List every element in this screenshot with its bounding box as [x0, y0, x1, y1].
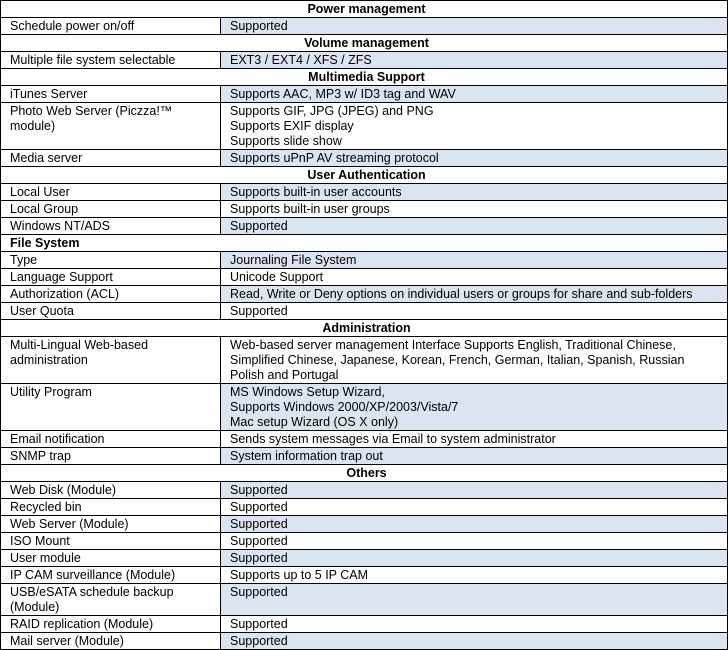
table-row [1, 584, 728, 616]
feature-label [1, 533, 221, 550]
table-row [1, 150, 728, 167]
feature-value-line: Web-based server management Interface Supports English, Traditional Chinese, [230, 338, 676, 352]
feature-value-line: Sends system messages via Email to system administrator [230, 432, 556, 446]
feature-label [1, 431, 221, 448]
table-row [1, 218, 728, 235]
feature-value [221, 184, 728, 201]
feature-label-line: Multiple file system selectable [10, 53, 176, 67]
feature-value [221, 337, 728, 384]
feature-label [1, 18, 221, 35]
feature-label-line: Mail server (Module) [10, 634, 124, 648]
feature-label-line: Windows NT/ADS [10, 219, 111, 233]
feature-value-line: Supported [230, 483, 288, 497]
feature-label [1, 550, 221, 567]
feature-value [221, 448, 728, 465]
table-row [1, 633, 728, 650]
section-header-row [1, 69, 728, 86]
feature-value-line: EXT3 / EXT4 / XFS / ZFS [230, 53, 372, 67]
feature-label [1, 86, 221, 103]
section-header-row [1, 465, 728, 482]
feature-label-line: Media server [10, 151, 83, 165]
feature-label-line: User Quota [10, 304, 74, 318]
feature-label-line: Multi-Lingual Web-based [10, 338, 149, 352]
feature-label-line: USB/eSATA schedule backup [10, 585, 174, 599]
feature-value [221, 584, 728, 616]
feature-label [1, 303, 221, 320]
spec-table-body [1, 1, 728, 650]
feature-value-line: Unicode Support [230, 270, 324, 284]
feature-value [221, 86, 728, 103]
feature-value [221, 18, 728, 35]
feature-value [221, 499, 728, 516]
table-row [1, 201, 728, 218]
section-title-administration: Administration [1, 320, 728, 337]
section-header-row [1, 320, 728, 337]
feature-label [1, 218, 221, 235]
feature-label [1, 384, 221, 431]
feature-label-line: Local Group [10, 202, 79, 216]
feature-value [221, 616, 728, 633]
feature-value-line: Polish and Portugal [230, 368, 339, 382]
feature-label [1, 616, 221, 633]
table-row [1, 616, 728, 633]
section-title-file-system: File System [1, 235, 728, 252]
feature-value [221, 286, 728, 303]
section-title-multimedia-support: Multimedia Support [1, 69, 728, 86]
feature-value-line: Supports built-in user accounts [230, 185, 402, 199]
table-row [1, 303, 728, 320]
feature-value [221, 103, 728, 150]
feature-label-line: Local User [10, 185, 70, 199]
section-header-row [1, 1, 728, 18]
table-row [1, 252, 728, 269]
table-row [1, 103, 728, 150]
feature-value-line: Supports up to 5 IP CAM [230, 568, 369, 582]
feature-value [221, 303, 728, 320]
feature-label-line: RAID replication (Module) [10, 617, 154, 631]
feature-value-line: Supported [230, 19, 288, 33]
feature-label-line: Schedule power on/off [10, 19, 135, 33]
table-row [1, 499, 728, 516]
feature-label [1, 337, 221, 384]
table-row [1, 567, 728, 584]
feature-value-line: Supports uPnP AV streaming protocol [230, 151, 439, 165]
feature-value [221, 567, 728, 584]
feature-value-line: Read, Write or Deny options on individual users or groups for share and sub-folders [230, 287, 693, 301]
feature-value-line: Supported [230, 517, 288, 531]
table-row [1, 431, 728, 448]
section-title-others: Others [1, 465, 728, 482]
feature-value [221, 550, 728, 567]
section-title-power-management: Power management [1, 1, 728, 18]
feature-value-line: Mac setup Wizard (OS X only) [230, 415, 399, 429]
feature-label [1, 150, 221, 167]
feature-label [1, 184, 221, 201]
feature-label-line: Web Disk (Module) [10, 483, 117, 497]
table-row [1, 384, 728, 431]
feature-label-line: (Module) [10, 600, 60, 614]
feature-value-line: Supports EXIF display [230, 119, 354, 133]
feature-value-line: System information trap out [230, 449, 383, 463]
feature-label-line: ISO Mount [10, 534, 70, 548]
feature-label [1, 286, 221, 303]
table-row [1, 482, 728, 499]
table-row [1, 86, 728, 103]
table-row [1, 52, 728, 69]
feature-value [221, 252, 728, 269]
feature-label-line: User module [10, 551, 81, 565]
feature-label-line: IP CAM surveillance (Module) [10, 568, 176, 582]
feature-label-line: administration [10, 353, 88, 367]
feature-value-line: Supports Windows 2000/XP/2003/Vista/7 [230, 400, 459, 414]
feature-value [221, 201, 728, 218]
table-row [1, 533, 728, 550]
feature-label [1, 52, 221, 69]
feature-value-line: Journaling File System [230, 253, 357, 267]
feature-value-line: Supported [230, 551, 288, 565]
feature-label [1, 201, 221, 218]
feature-label [1, 252, 221, 269]
table-row [1, 516, 728, 533]
feature-value [221, 384, 728, 431]
feature-label-line: Email notification [10, 432, 105, 446]
table-row [1, 550, 728, 567]
feature-label-line: Type [10, 253, 38, 267]
table-row [1, 286, 728, 303]
feature-label-line: Photo Web Server (Piczza!™ [10, 104, 173, 118]
feature-label-line: Authorization (ACL) [10, 287, 120, 301]
table-row [1, 18, 728, 35]
section-title-user-authentication: User Authentication [1, 167, 728, 184]
feature-label-line: Recycled bin [10, 500, 82, 514]
feature-value [221, 516, 728, 533]
feature-label [1, 567, 221, 584]
feature-value [221, 482, 728, 499]
feature-label-line: Web Server (Module) [10, 517, 129, 531]
feature-value [221, 633, 728, 650]
table-row [1, 184, 728, 201]
feature-label [1, 448, 221, 465]
feature-label [1, 269, 221, 286]
section-header-row [1, 235, 728, 252]
feature-value-line: Supported [230, 219, 288, 233]
feature-label-line: SNMP trap [10, 449, 71, 463]
feature-label [1, 103, 221, 150]
feature-value [221, 431, 728, 448]
section-header-row [1, 35, 728, 52]
feature-value [221, 533, 728, 550]
table-row [1, 337, 728, 384]
feature-label [1, 482, 221, 499]
feature-label [1, 633, 221, 650]
feature-label-line: Language Support [10, 270, 113, 284]
feature-value-line: MS Windows Setup Wizard, [230, 385, 385, 399]
feature-label-line: Utility Program [10, 385, 92, 399]
feature-value [221, 150, 728, 167]
feature-label [1, 499, 221, 516]
feature-value-line: Supports slide show [230, 134, 342, 148]
feature-value-line: Supports AAC, MP3 w/ ID3 tag and WAV [230, 87, 456, 101]
feature-label-line: iTunes Server [10, 87, 88, 101]
feature-value-line: Simplified Chinese, Japanese, Korean, French, German, Italian, Spanish, Russian [230, 353, 685, 367]
feature-value-line: Supported [230, 534, 288, 548]
section-header-row [1, 167, 728, 184]
feature-value-line: Supports GIF, JPG (JPEG) and PNG [230, 104, 434, 118]
feature-value-line: Supported [230, 500, 288, 514]
feature-value-line: Supported [230, 617, 288, 631]
feature-label [1, 516, 221, 533]
feature-value [221, 218, 728, 235]
feature-value-line: Supported [230, 304, 288, 318]
feature-value-line: Supports built-in user groups [230, 202, 390, 216]
feature-label-line: module) [10, 119, 56, 133]
feature-value-line: Supported [230, 634, 288, 648]
table-row [1, 269, 728, 286]
section-title-volume-management: Volume management [1, 35, 728, 52]
feature-label [1, 584, 221, 616]
feature-value [221, 269, 728, 286]
table-row [1, 448, 728, 465]
feature-value-line: Supported [230, 585, 288, 599]
feature-value [221, 52, 728, 69]
